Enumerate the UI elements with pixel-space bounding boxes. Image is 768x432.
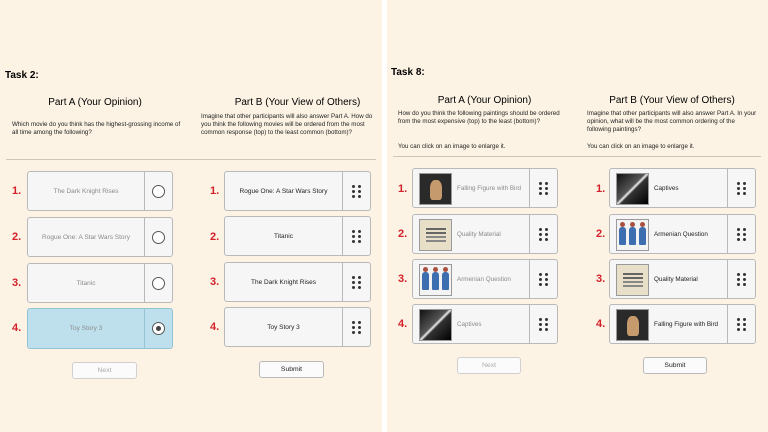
painting-label: Quality Material	[457, 230, 501, 238]
painting-thumbnail[interactable]	[419, 264, 452, 296]
painting-thumbnail[interactable]	[419, 309, 452, 341]
radio-button[interactable]	[152, 185, 165, 198]
painting-rank-item[interactable]	[609, 259, 756, 299]
option-number: 2.	[12, 231, 22, 243]
painting-rank-item[interactable]	[412, 259, 558, 299]
rank-item[interactable]	[224, 307, 371, 347]
painting-rank-item[interactable]	[412, 168, 558, 208]
drag-handle-icon[interactable]	[737, 182, 746, 195]
part-a-title: Part A (Your Opinion)	[48, 97, 142, 108]
option-label: The Dark Knight Rises	[53, 187, 119, 195]
next-button[interactable]: Next	[72, 362, 137, 379]
part-b-question: Imagine that other participants will also answer Part A. In your opinion, what will be the most common ordering of the following paintings?	[587, 110, 757, 134]
painting-rank-item[interactable]	[412, 304, 558, 344]
painting-rank-item[interactable]	[609, 168, 756, 208]
rank-label: Toy Story 3	[267, 323, 300, 331]
painting-thumbnail[interactable]	[616, 309, 649, 341]
radio-button[interactable]	[152, 277, 165, 290]
part-b-title: Part B (Your View of Others)	[234, 97, 361, 108]
painting-rank-item[interactable]	[609, 214, 756, 254]
radio-button-selected[interactable]	[152, 322, 165, 335]
rank-label: Titanic	[274, 232, 293, 240]
painting-thumbnail[interactable]	[616, 173, 649, 205]
divider	[6, 159, 376, 160]
rank-number: 3.	[596, 273, 606, 285]
rank-number: 4.	[596, 318, 606, 330]
radio-option-toy-story[interactable]	[27, 308, 173, 349]
painting-label: Captives	[457, 320, 482, 328]
drag-handle-icon[interactable]	[352, 230, 361, 243]
option-label: Titanic	[76, 279, 96, 287]
drag-handle-icon[interactable]	[352, 276, 361, 289]
rank-number: 2.	[398, 228, 408, 240]
rank-number: 2.	[596, 228, 606, 240]
part-b-question: Imagine that other participants will also answer Part A. How do you think the following movies will be ordered from the most common response (top) to the least common (bottom)?	[201, 113, 373, 137]
option-label: Toy Story 3	[69, 325, 103, 332]
rank-label: Rogue One: A Star Wars Story	[239, 187, 328, 195]
drag-handle-icon[interactable]	[737, 318, 746, 331]
painting-label: Falling Figure with Bird	[457, 184, 522, 192]
submit-button[interactable]: Submit	[643, 357, 707, 374]
painting-label: Quality Material	[654, 275, 698, 283]
painting-thumbnail[interactable]	[419, 219, 452, 251]
painting-thumbnail[interactable]	[616, 264, 649, 296]
rank-label: The Dark Knight Rises	[250, 278, 317, 286]
task-8-panel	[387, 0, 768, 432]
painting-label: Falling Figure with Bird	[654, 320, 719, 328]
task-title: Task 2:	[5, 70, 39, 81]
rank-item[interactable]	[224, 171, 371, 211]
rank-number: 1.	[596, 183, 606, 195]
painting-thumbnail[interactable]	[419, 173, 452, 205]
drag-handle-icon[interactable]	[539, 318, 548, 331]
drag-handle-icon[interactable]	[352, 321, 361, 334]
rank-number: 1.	[398, 183, 408, 195]
radio-option-titanic[interactable]	[27, 263, 173, 303]
option-number: 1.	[12, 185, 22, 197]
next-button[interactable]: Next	[457, 357, 521, 374]
option-number: 4.	[12, 322, 22, 334]
painting-label: Armenian Question	[457, 275, 511, 283]
painting-rank-item[interactable]	[609, 304, 756, 344]
painting-rank-item[interactable]	[412, 214, 558, 254]
radio-button[interactable]	[152, 231, 165, 244]
rank-number: 3.	[398, 273, 408, 285]
rank-number: 4.	[398, 318, 408, 330]
submit-button[interactable]: Submit	[259, 361, 324, 378]
drag-handle-icon[interactable]	[737, 228, 746, 241]
drag-handle-icon[interactable]	[737, 273, 746, 286]
part-a-question: How do you think the following paintings should be ordered from the most expensive (top) to the least (bottom)?	[398, 110, 560, 126]
painting-label: Captives	[654, 184, 679, 192]
rank-item[interactable]	[224, 262, 371, 302]
drag-handle-icon[interactable]	[539, 182, 548, 195]
part-b-title: Part B (Your View of Others)	[609, 95, 735, 106]
rank-number: 1.	[210, 185, 220, 197]
task-2-panel	[0, 0, 382, 432]
radio-option-rogue-one[interactable]	[27, 217, 173, 257]
part-a-question: Which movie do you think has the highest-grossing income of all time among the following?	[12, 121, 181, 137]
task-title: Task 8:	[391, 67, 425, 78]
part-a-title: Part A (Your Opinion)	[437, 95, 532, 106]
option-label: Rogue One: A Star Wars Story	[42, 233, 130, 241]
option-number: 3.	[12, 277, 22, 289]
rank-number: 3.	[210, 276, 220, 288]
rank-number: 4.	[210, 321, 220, 333]
painting-thumbnail[interactable]	[616, 219, 649, 251]
painting-label: Armenian Question	[654, 230, 708, 238]
divider	[393, 156, 761, 157]
rank-item[interactable]	[224, 216, 371, 256]
part-b-hint: You can click on an image to enlarge it.	[587, 143, 695, 150]
rank-number: 2.	[210, 231, 220, 243]
drag-handle-icon[interactable]	[539, 228, 548, 241]
radio-option-dark-knight[interactable]	[27, 171, 173, 211]
part-a-hint: You can click on an image to enlarge it.	[398, 143, 506, 150]
drag-handle-icon[interactable]	[539, 273, 548, 286]
drag-handle-icon[interactable]	[352, 185, 361, 198]
